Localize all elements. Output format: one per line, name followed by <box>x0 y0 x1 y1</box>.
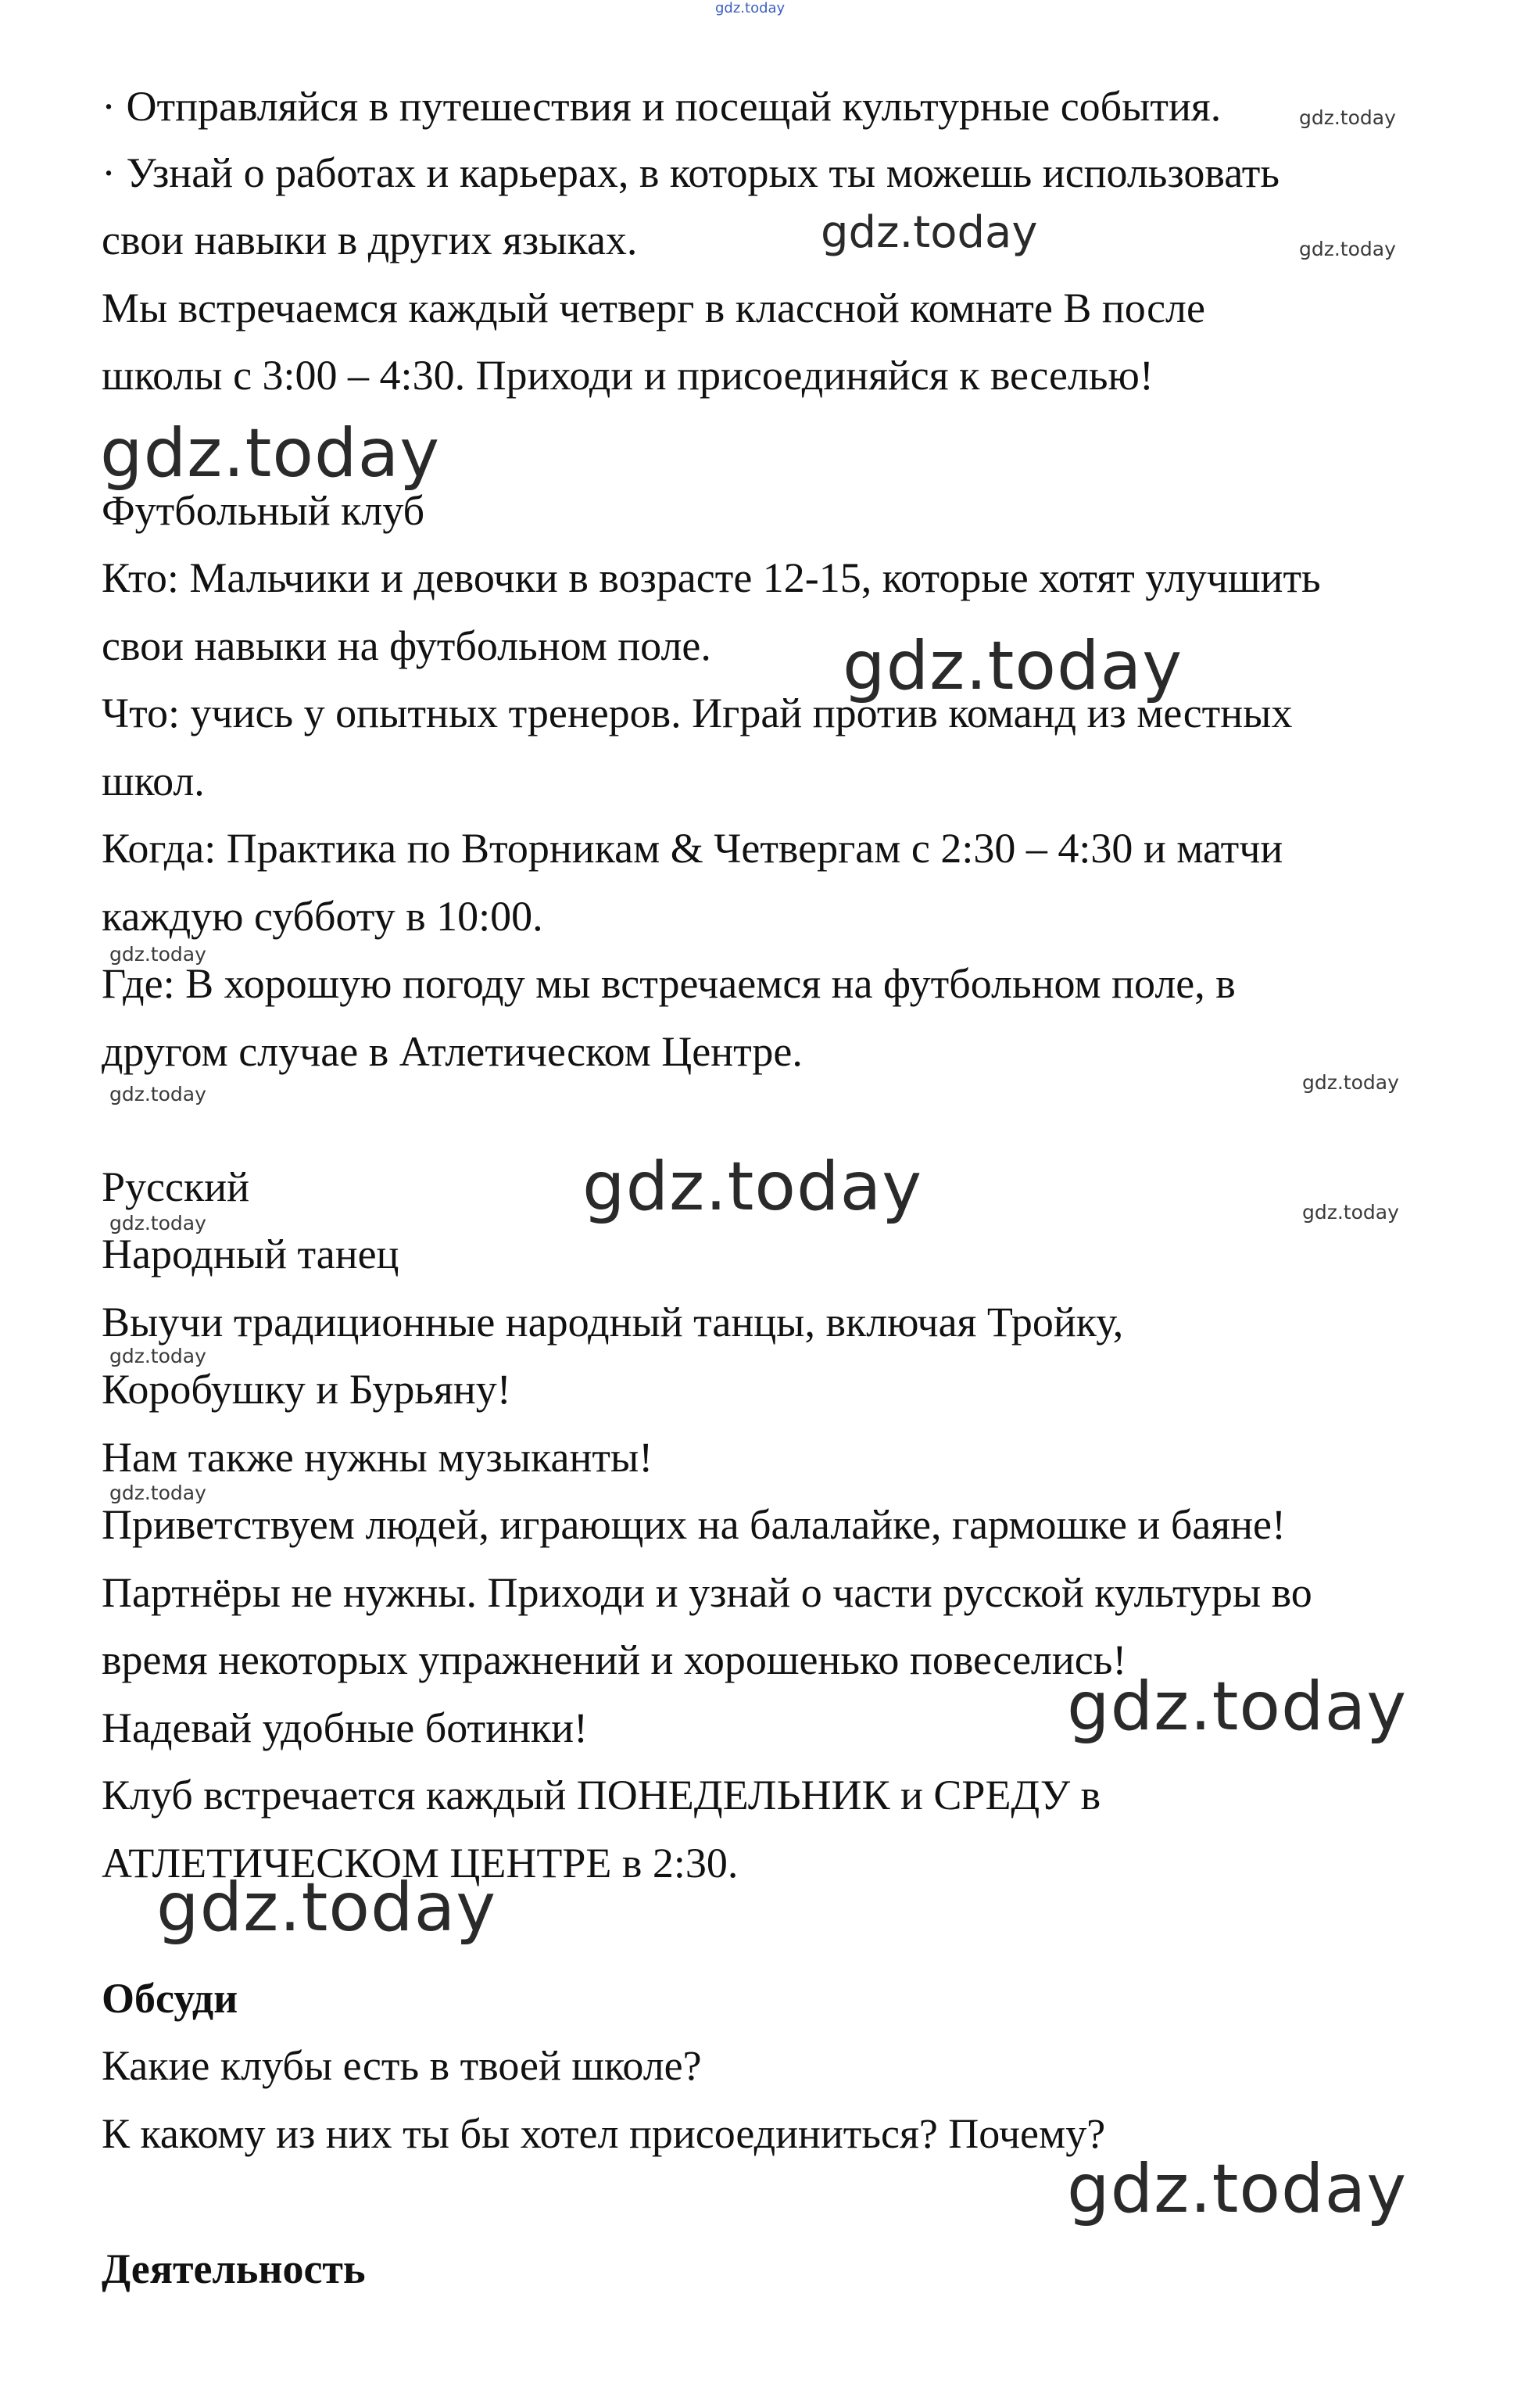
watermark: gdz.today <box>100 414 441 493</box>
section-heading: Русский <box>102 1163 249 1210</box>
watermark: gdz.today <box>582 1148 923 1226</box>
text-line: время некоторых упражнений и хорошенько повеселись! <box>102 1636 1127 1683</box>
text-line: Надевай удобные ботинки! <box>102 1704 589 1751</box>
text-line: другом случае в Атлетическом Центре. <box>102 1028 803 1075</box>
text-line: свои навыки в других языках. <box>102 217 638 263</box>
discuss-heading: Обсуди <box>102 1975 238 2022</box>
watermark: gdz.today <box>1302 1071 1399 1094</box>
text-line: Где: В хорошую погоду мы встречаемся на футбольном поле, в <box>102 960 1236 1007</box>
section-heading: Футбольный клуб <box>102 487 425 534</box>
text-line: Что: учись у опытных тренеров. Играй против команд из местных <box>102 690 1293 736</box>
text-line: Приветствуем людей, играющих на балалайке, гармошке и баяне! <box>102 1501 1286 1548</box>
text-line: школы с 3:00 – 4:30. Приходи и присоединяйся к веселью! <box>102 352 1154 399</box>
text-line: АТЛЕТИЧЕСКОМ ЦЕНТРЕ в 2:30. <box>102 1840 739 1887</box>
watermark: gdz.today <box>109 1212 206 1234</box>
text-line: Выучи традиционные народный танцы, включая Тройку, <box>102 1299 1124 1346</box>
watermark: gdz.today <box>1067 1668 1408 1746</box>
text-line: Кто: Мальчики и девочки в возрасте 12-15, которые хотят улучшить <box>102 554 1321 601</box>
text-line: свои навыки на футбольном поле. <box>102 622 711 669</box>
text-line: Партнёры не нужны. Приходи и узнай о части русской культуры во <box>102 1569 1312 1616</box>
watermark: gdz.today <box>109 1083 206 1105</box>
text-line: Какие клубы есть в твоей школе? <box>102 2042 702 2089</box>
watermark: gdz.today <box>821 207 1038 258</box>
watermark: gdz.today <box>109 943 206 966</box>
watermark: gdz.today <box>1299 238 1396 260</box>
activity-heading: Деятельность <box>102 2245 366 2292</box>
text-line: школ. <box>102 758 205 804</box>
watermark: gdz.today <box>109 1482 206 1504</box>
text-line: Мы встречаемся каждый четверг в классной комнате В после <box>102 285 1205 331</box>
watermark: gdz.today <box>1302 1201 1399 1224</box>
watermark: gdz.today <box>156 1869 497 1947</box>
text-line: Коробушку и Бурьяну! <box>102 1366 511 1413</box>
text-line: каждую субботу в 10:00. <box>102 893 543 940</box>
text-line: Клуб встречается каждый ПОНЕДЕЛЬНИК и СРЕДУ в <box>102 1772 1101 1819</box>
text-line: Когда: Практика по Вторникам & Четвергам с 2:30 – 4:30 и матчи <box>102 825 1283 872</box>
text-line: Нам также нужны музыканты! <box>102 1434 653 1481</box>
watermark: gdz.today <box>715 0 786 16</box>
text-line: · Отправляйся в путешествия и посещай культурные события. <box>102 83 1222 130</box>
watermark: gdz.today <box>1067 2150 1408 2228</box>
watermark: gdz.today <box>1299 106 1396 129</box>
section-heading: Народный танец <box>102 1231 399 1277</box>
text-line: К какому из них ты бы хотел присоединиться? Почему? <box>102 2110 1106 2157</box>
watermark: gdz.today <box>109 1345 206 1367</box>
text-line: · Узнай о работах и карьерах, в которых ты можешь использовать <box>102 149 1280 196</box>
watermark: gdz.today <box>843 627 1183 705</box>
